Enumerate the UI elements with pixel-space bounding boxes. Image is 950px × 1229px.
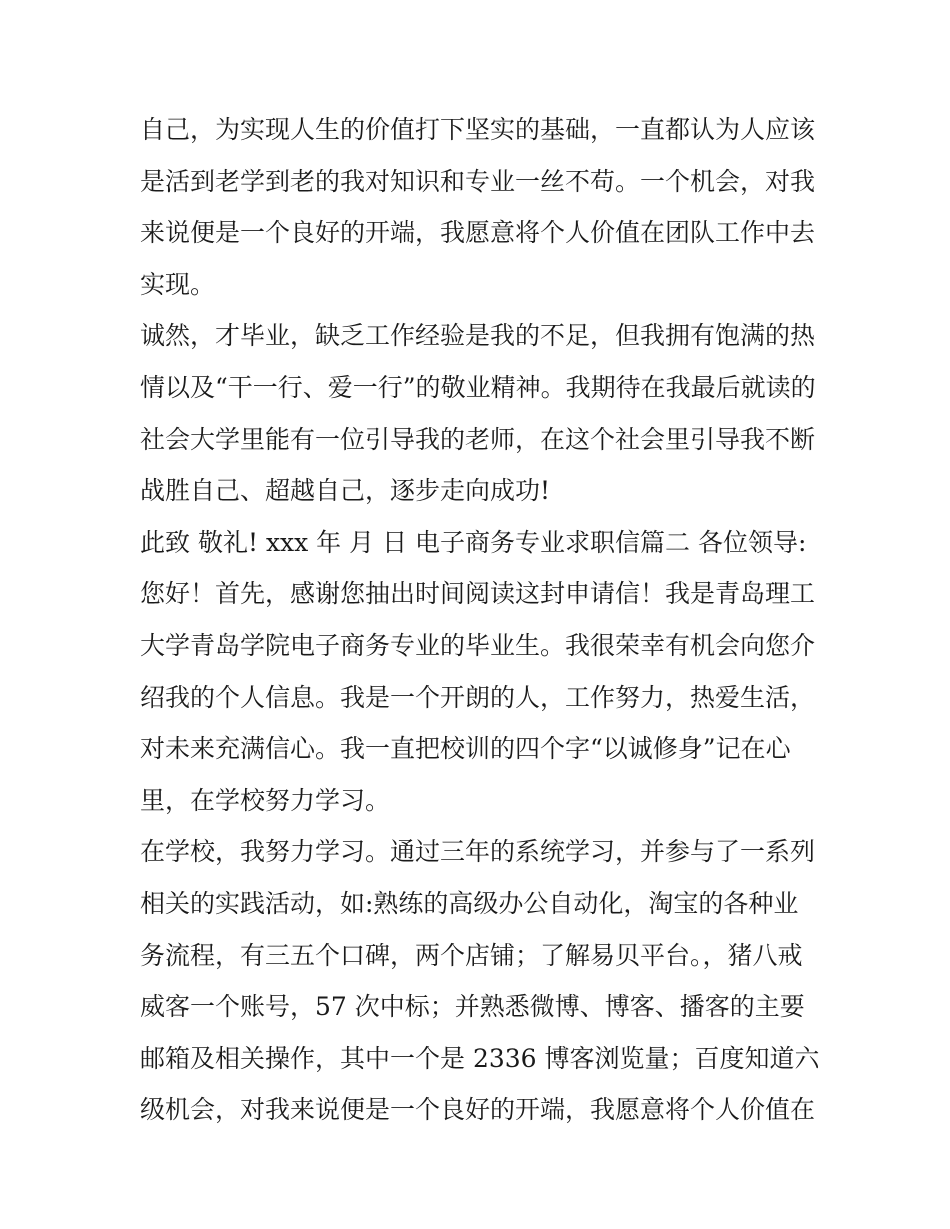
text-line: 社会大学里能有一位引导我的老师，在这个社会里引导我不断 bbox=[140, 424, 816, 454]
text-line: 来说便是一个良好的开端，我愿意将个人价值在团队工作中去 bbox=[140, 218, 816, 248]
text-line: 诚然，才毕业，缺乏工作经验是我的不足，但我拥有饱满的热 bbox=[140, 321, 816, 351]
text-line: 邮箱及相关操作，其中一个是 2336 博客浏览量；百度知道六 bbox=[140, 1043, 820, 1073]
text-line: 情以及“干一行、爱一行”的敬业精神。我期待在我最后就读的 bbox=[140, 372, 816, 402]
text-line: 里，在学校努力学习。 bbox=[140, 785, 391, 815]
text-line: 您好！首先，感谢您抽出时间阅读这封申请信！我是青岛理工 bbox=[140, 579, 816, 609]
text-line: 在学校，我努力学习。通过三年的系统学习，并参与了一系列 bbox=[140, 837, 816, 867]
text-line: 务流程，有三五个口碑，两个店铺；了解易贝平台。，猪八戒 bbox=[140, 940, 803, 970]
text-line: 相关的实践活动，如:熟练的高级办公自动化，淘宝的各种业 bbox=[140, 888, 799, 918]
text-line: 实现。 bbox=[140, 269, 216, 299]
text-line: 威客一个账号，57 次中标；并熟悉微博、博客、播客的主要 bbox=[140, 992, 805, 1022]
text-line: 是活到老学到老的我对知识和专业一丝不苟。一个机会，对我 bbox=[140, 166, 816, 196]
body-text bbox=[140, 104, 820, 1136]
text-line: 绍我的个人信息。我是一个开朗的人，工作努力，热爱生活， bbox=[140, 682, 816, 712]
text-line: 级机会，对我来说便是一个良好的开端，我愿意将个人价值在 bbox=[140, 1095, 816, 1125]
text-line: 此致 敬礼! xxx 年 月 日 电子商务专业求职信篇二 各位领导: bbox=[140, 527, 807, 557]
text-line: 对未来充满信心。我一直把校训的四个字“以诚修身”记在心 bbox=[140, 734, 791, 764]
text-line: 战胜自己、超越自己，逐步走向成功! bbox=[140, 476, 551, 506]
text-line: 自己，为实现人生的价值打下坚实的基础，一直都认为人应该 bbox=[140, 115, 816, 144]
text-line: 大学青岛学院电子商务专业的毕业生。我很荣幸有机会向您介 bbox=[140, 630, 816, 660]
